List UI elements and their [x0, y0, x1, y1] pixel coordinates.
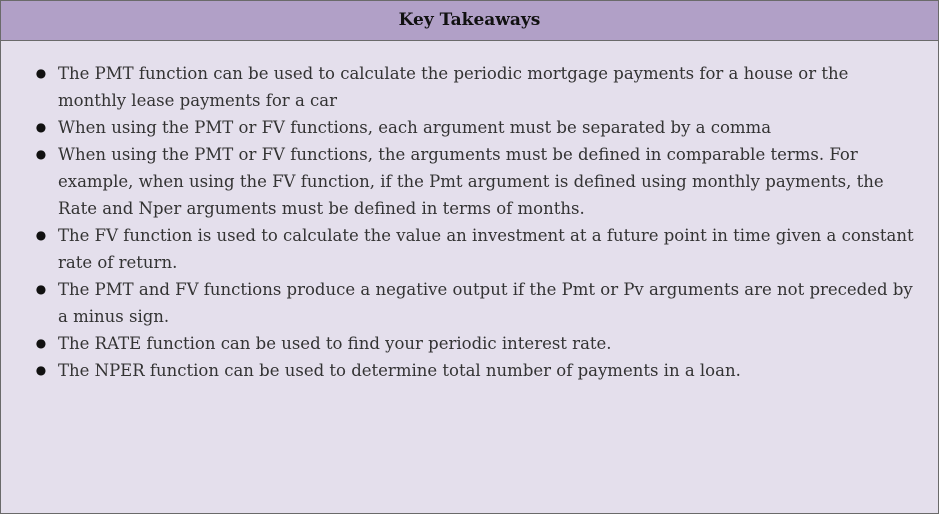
bullet-icon: ● [35, 147, 47, 161]
list-item-text: The RATE function can be used to find your periodic interest rate. [58, 334, 612, 353]
list-item-text: When using the PMT or FV functions, the arguments must be defined in comparable terms. For example, when using the FV function, if the Pmt argument is defined using monthly payments, the Rate and Nper arguments must be defined in terms of months. [58, 145, 884, 218]
takeaways-list [1, 60, 938, 384]
list-item [1, 276, 938, 330]
bullet-icon: ● [35, 336, 47, 350]
bullet-icon: ● [35, 228, 47, 242]
bullet-icon: ● [35, 282, 47, 296]
list-item [1, 60, 938, 114]
list-item [1, 114, 938, 141]
list-item [1, 330, 938, 357]
bullet-icon: ● [35, 66, 47, 80]
bullet-icon: ● [35, 120, 47, 134]
list-item-text: When using the PMT or FV functions, each argument must be separated by a comma [58, 118, 772, 137]
list-item [1, 222, 938, 276]
list-item-text: The NPER function can be used to determine total number of payments in a loan. [58, 361, 741, 380]
list-item [1, 141, 938, 222]
list-item-text: The PMT function can be used to calculate the periodic mortgage payments for a house or the monthly lease payments for a car [58, 64, 849, 110]
bullet-icon: ● [35, 363, 47, 377]
list-item-text: The PMT and FV functions produce a negative output if the Pmt or Pv arguments are not preceded by a minus sign. [58, 280, 913, 326]
list-item [1, 357, 938, 384]
box-title: Key Takeaways [1, 1, 938, 41]
list-item-text: The FV function is used to calculate the value an investment at a future point in time given a constant rate of return. [58, 226, 914, 272]
